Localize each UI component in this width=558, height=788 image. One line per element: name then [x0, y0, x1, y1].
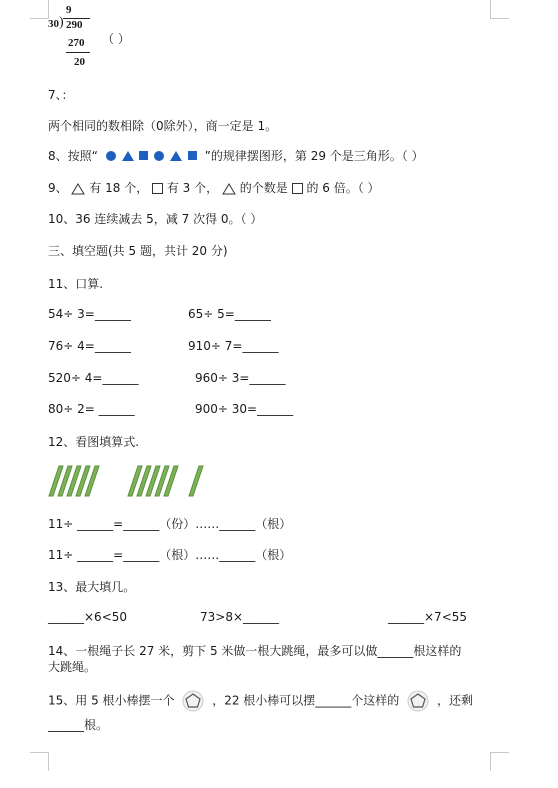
division-bracket: ) [59, 15, 64, 30]
square-shape-icon [188, 151, 197, 160]
triangle-shape-icon [170, 151, 182, 161]
pentagon-icon [180, 690, 206, 712]
q8 [48, 147, 426, 164]
q13-title: 13、最大填几。 [48, 580, 136, 594]
division-underline [66, 52, 90, 53]
circle-shape-icon [106, 151, 116, 161]
division-answer-paren: （ ） [102, 32, 130, 46]
circle-shape-icon [154, 151, 164, 161]
sticks-illustration [48, 464, 218, 500]
q11-title: 11、口算. [48, 277, 104, 291]
q9-text-3: 的个数是 [239, 181, 288, 195]
pentagon-icon [405, 690, 431, 712]
q11-row2-right: 910÷ 7=______ [188, 339, 279, 353]
division-quotient: 9 [66, 4, 72, 16]
triangle-shape-icon [122, 151, 134, 161]
q9-number: 9、 [48, 181, 68, 195]
corner-mark-bottom-right [490, 752, 509, 771]
q11-row1-right: 65÷ 5=______ [188, 307, 271, 321]
q15-text-1: 15、用 5 根小棒摆一个 [48, 693, 175, 708]
q9-text-2: 有 3 个， [166, 181, 219, 195]
q15-line2: ______根。 [48, 718, 109, 732]
q11-row4-right: 900÷ 30=______ [195, 402, 294, 416]
q15-text-3: ，还剩 [436, 693, 473, 708]
q9-text-4: 的 6 倍。（ ） [306, 181, 380, 195]
q10-text: 10、36 连续减去 5，减 7 次得 0。（ ） [48, 212, 263, 226]
q13-item-a: ______×6<50 [48, 610, 128, 624]
section-3-title: 三、填空题(共 5 题，共计 20 分) [48, 244, 228, 258]
triangle-outline-icon [222, 183, 236, 195]
division-dividend: 290 [66, 19, 83, 31]
q12-title: 12、看图填算式. [48, 435, 140, 449]
q9-text-1: 有 18 个， [89, 181, 149, 195]
q11-row3-left: 520÷ 4=______ [48, 371, 139, 385]
division-remainder: 20 [74, 56, 85, 68]
q7-text: 两个相同的数相除（0除外），商一定是 1。 [48, 119, 278, 133]
triangle-outline-icon [71, 183, 85, 195]
q14-line1: 14、一根绳子长 27 米，剪下 5 米做一根大跳绳，最多可以做______根这样的 [48, 644, 462, 658]
division-divisor: 30 [48, 18, 59, 30]
corner-mark-top-left [30, 0, 49, 19]
q11-row4-left: 80÷ 2= ______ [48, 402, 135, 416]
q12-line1: 11÷ ______=______（份）……______（根） [48, 517, 292, 531]
q8-prefix: 8、按照“ [48, 149, 98, 163]
q15 [48, 690, 473, 712]
square-outline-icon [152, 183, 163, 194]
q7-label: 7、： [48, 88, 74, 102]
corner-mark-bottom-left [30, 752, 49, 771]
square-shape-icon [139, 151, 148, 160]
q11-row1-left: 54÷ 3=______ [48, 307, 131, 321]
corner-mark-top-right [490, 0, 509, 19]
q13-item-b: 73>8×______ [200, 610, 280, 624]
square-outline-icon [292, 183, 303, 194]
q11-row2-left: 76÷ 4=______ [48, 339, 131, 353]
q14-line2: 大跳绳。 [48, 660, 97, 674]
q8-suffix: ”的规律摆图形，第 29 个是三角形。（ ） [204, 149, 424, 163]
q13-item-c: ______×7<55 [388, 610, 468, 624]
division-product: 270 [68, 37, 85, 49]
q12-line2: 11÷ ______=______（根）……______（根） [48, 548, 292, 562]
q9 [48, 179, 380, 196]
stick-icon [189, 466, 203, 496]
q11-row3-right: 960÷ 3=______ [195, 371, 286, 385]
q15-text-2: ，22 根小棒可以摆______个这样的 [212, 693, 400, 708]
